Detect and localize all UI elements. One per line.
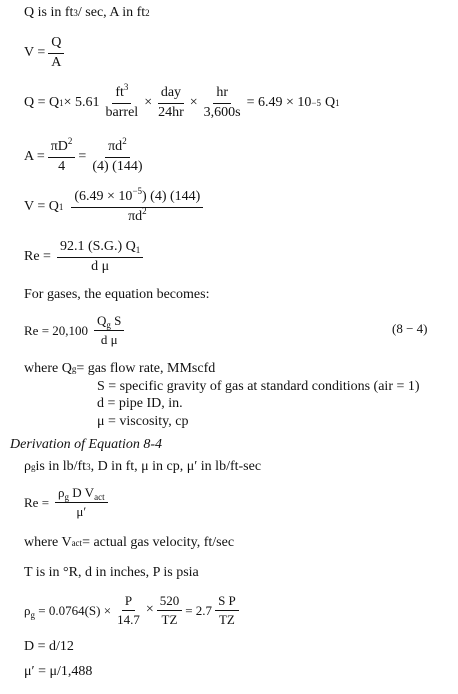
times: × <box>145 602 154 618</box>
fraction <box>48 136 76 174</box>
denominator <box>125 205 150 225</box>
text: μ′ = μ/1,488 <box>24 664 93 679</box>
equation-re1 <box>24 240 146 274</box>
sup: 2 <box>142 205 147 216</box>
lhs: Re = 20,100 <box>24 322 89 338</box>
denominator: barrel <box>105 104 139 120</box>
equation-number <box>392 322 428 335</box>
denominator: TZ <box>218 611 235 627</box>
numerator <box>112 82 131 104</box>
text: S = specific gravity of gas at standard conditions (air = 1) <box>97 379 420 394</box>
equation-v2: V = Q 1 $\frac{(6.49 \times 10^{-5}) (4) (144)}{\pi d^2}$ <box>24 190 206 224</box>
sup: 2 <box>67 136 73 146</box>
sup: 2 <box>122 136 127 146</box>
fraction <box>114 594 143 626</box>
text: ) (4) (144) <box>142 189 201 204</box>
equation-a <box>24 136 148 174</box>
denominator: 14.7 <box>117 611 140 627</box>
numerator: P <box>122 594 135 611</box>
numerator <box>94 314 124 331</box>
text: (8 − 4) <box>392 321 428 336</box>
numerator: day <box>158 86 184 104</box>
lhs: Re = <box>24 249 51 265</box>
text: Q <box>97 313 107 328</box>
sub: g <box>30 609 35 620</box>
equation-re2 <box>24 314 127 346</box>
text: S <box>110 313 122 328</box>
equation-mu <box>24 665 92 679</box>
sub: 1 <box>135 245 141 255</box>
sub: g <box>64 492 70 502</box>
sub: g <box>106 320 111 330</box>
sub: act <box>94 492 105 502</box>
numerator: S P <box>215 594 239 611</box>
fraction-ft3-barrel <box>103 82 142 120</box>
fraction <box>89 136 145 174</box>
times: × <box>189 95 198 111</box>
where-d <box>97 397 183 411</box>
text: D V <box>69 485 95 500</box>
text: πd <box>128 208 143 224</box>
fraction <box>215 594 239 626</box>
denominator: (4) (144) <box>92 158 143 174</box>
text: = actual gas velocity, ft/sec <box>82 535 235 550</box>
where-vact: where V act = actual gas velocity, ft/sec <box>24 535 235 550</box>
units-line-t <box>24 566 199 580</box>
text: where Q <box>24 361 72 376</box>
equation-rho <box>24 594 242 626</box>
rhs: = 6.49 × 10 <box>246 95 312 111</box>
times: × <box>144 95 153 111</box>
numerator <box>71 186 203 208</box>
denominator: d μ <box>100 331 118 347</box>
denominator: 24hr <box>158 104 184 120</box>
text: 92.1 (S.G.) Q <box>59 239 136 254</box>
where-mu <box>97 415 189 429</box>
text: ρ <box>24 602 31 618</box>
text: ρ <box>58 485 65 500</box>
denominator: 3,600s <box>203 104 241 120</box>
lhs: V = Q <box>24 199 59 215</box>
text: Derivation of Equation 8-4 <box>10 437 163 452</box>
text: = 0.0764(S) × <box>35 602 112 618</box>
numerator <box>57 240 143 258</box>
denominator: TZ <box>161 611 178 627</box>
fraction-day <box>155 86 187 120</box>
where-s <box>97 380 420 394</box>
text: (6.49 × 10 <box>74 189 133 204</box>
rho-units-line: ρ g is in lb/ft 3 , D in ft, μ in cp, μ′ in lb/ft-sec <box>24 459 262 474</box>
equals: = <box>78 149 87 165</box>
text: T is in °R, d in inches, P is psia <box>24 565 199 580</box>
numerator <box>55 486 108 503</box>
text: πd <box>108 139 123 154</box>
fraction <box>48 36 64 70</box>
denominator: d μ <box>91 258 110 274</box>
derivation-heading <box>10 438 162 452</box>
denominator: A <box>51 54 62 70</box>
fraction-hr <box>201 86 244 120</box>
gases-text <box>24 288 209 302</box>
lhs: Q = Q <box>24 95 60 111</box>
fraction <box>71 186 203 224</box>
lhs: V = <box>24 45 46 61</box>
text: d = pipe ID, in. <box>97 396 183 411</box>
numerator: 520 <box>157 594 183 611</box>
equation-d <box>24 640 74 654</box>
where-qg: where Q g = gas flow rate, MMscfd <box>24 361 216 376</box>
fraction <box>55 486 108 518</box>
numerator: hr <box>213 86 231 104</box>
denominator: μ′ <box>76 503 87 519</box>
text: = gas flow rate, MMscfd <box>76 361 216 376</box>
fraction <box>94 314 124 346</box>
text: ft <box>115 85 124 100</box>
denominator: 4 <box>58 158 66 174</box>
fraction <box>157 594 183 626</box>
text: is in lb/ft <box>35 459 87 474</box>
equation-re3 <box>24 486 111 518</box>
sup: 3 <box>123 82 129 92</box>
equals: = 2.7 <box>185 602 213 618</box>
text: where V <box>24 535 72 550</box>
text: D = d/12 <box>24 639 74 654</box>
text: / sec, A in ft <box>77 5 146 20</box>
text: , D in ft, μ in cp, μ′ in lb/ft-sec <box>90 459 262 474</box>
text: ρ <box>24 459 31 474</box>
fraction <box>57 240 143 274</box>
numerator: Q <box>48 36 64 54</box>
equation-v <box>24 36 67 70</box>
text: Q is in ft <box>24 5 74 20</box>
lhs: Re = <box>24 494 50 510</box>
numerator <box>48 136 76 158</box>
lhs <box>24 602 112 620</box>
lhs: A = <box>24 149 45 165</box>
equation-q: Q = Q 1 × 5.61 $\frac{ft^3}{\text{barrel}}$ × $\frac{\text{day}}{24hr}$ × $\frac{hr}{3,600s}$ = 6.49 × 10 −5 Q 1 <box>24 82 340 120</box>
text: μ = viscosity, cp <box>97 414 189 429</box>
text: Q <box>325 95 336 111</box>
numerator <box>105 136 130 158</box>
text: For gases, the equation becomes: <box>24 287 210 302</box>
units-line-q-a: Q is in ft 3 / sec, A in ft 2 <box>24 5 150 20</box>
sup: −5 <box>132 186 143 196</box>
text: × 5.61 <box>63 95 100 111</box>
text: πD <box>50 139 68 154</box>
